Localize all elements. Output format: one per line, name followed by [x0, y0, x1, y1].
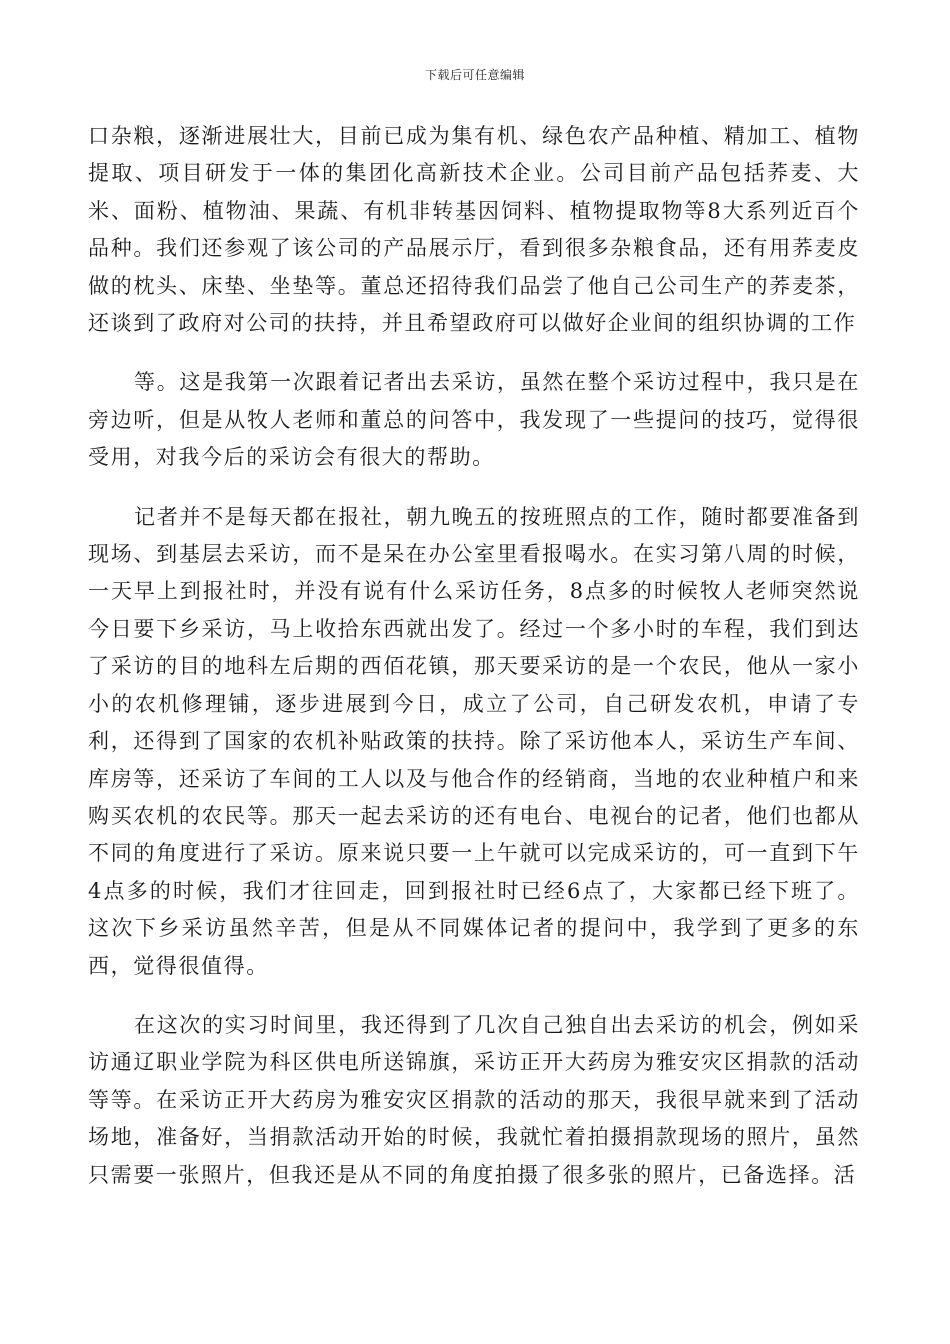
- paragraph-continuation: 口杂粮，逐渐进展壮大，目前已成为集有机、绿色农产品种植、精加工、植物提取、项目研发于一体的集团化高新技术企业。公司目前产品包括荞麦、大米、面粉、植物油、果蔬、有机非转基因饲料、植物提取物等8大系列近百个品种。我们还参观了该公司的产品展示厅，看到很多杂粮食品，还有用荞麦皮做的枕头、床垫、坐垫等。董总还招待我们品尝了他自己公司生产的荞麦茶，还谈到了政府对公司的扶持，并且希望政府可以做好企业间的组织协调的工作: [88, 124, 860, 336]
- paragraph: 记者并不是每天都在报社，朝九晚五的按班照点的工作，随时都要准备到现场、到基层去采访，而不是呆在办公室里看报喝水。在实习第八周的时候，一天早上到报社时，并没有说有什么采访任务，8点多的时候牧人老师突然说今日要下乡采访，马上收拾东西就出发了。经过一个多小时的车程，我们到达了采访的目的地科左后期的西佰花镇，那天要采访的是一个农民，他从一家小小的农机修理铺，逐步进展到今日，成立了公司，自己研发农机，申请了专利，还得到了国家的农机补贴政策的扶持。除了采访他本人，采访生产车间、库房等，还采访了车间的工人以及与他合作的经销商，当地的农业种植户和来购买农机的农民等。那天一起去采访的还有电台、电视台的记者，他们也都从不同的角度进行了采访。原来说只要一上午就可以完成采访的，可一直到下午4点多的时候，我们才往回走，回到报社时已经6点了，大家都已经下班了。这次下乡采访虽然辛苦，但是从不同媒体记者的提问中，我学到了更多的东西，觉得很值得。: [88, 504, 860, 978]
- page-header: 下载后可任意编辑: [424, 68, 525, 82]
- document-body: [88, 118, 860, 1194]
- paragraph: 等。这是我第一次跟着记者出去采访，虽然在整个采访过程中，我只是在旁边听，但是从牧人老师和董总的问答中，我发现了一些提问的技巧，觉得很受用，对我今后的采访会有很大的帮助。: [88, 370, 860, 470]
- paragraph: 在这次的实习时间里，我还得到了几次自己独自出去采访的机会，例如采访通辽职业学院为科区供电所送锦旗，采访正开大药房为雅安灾区捐款的活动等等。在采访正开大药房为雅安灾区捐款的活动的那天，我很早就来到了活动场地，准备好，当捐款活动开始的时候，我就忙着拍摄捐款现场的照片，虽然只需要一张照片，但我还是从不同的角度拍摄了很多张的照片，已备选择。活: [88, 1012, 860, 1187]
